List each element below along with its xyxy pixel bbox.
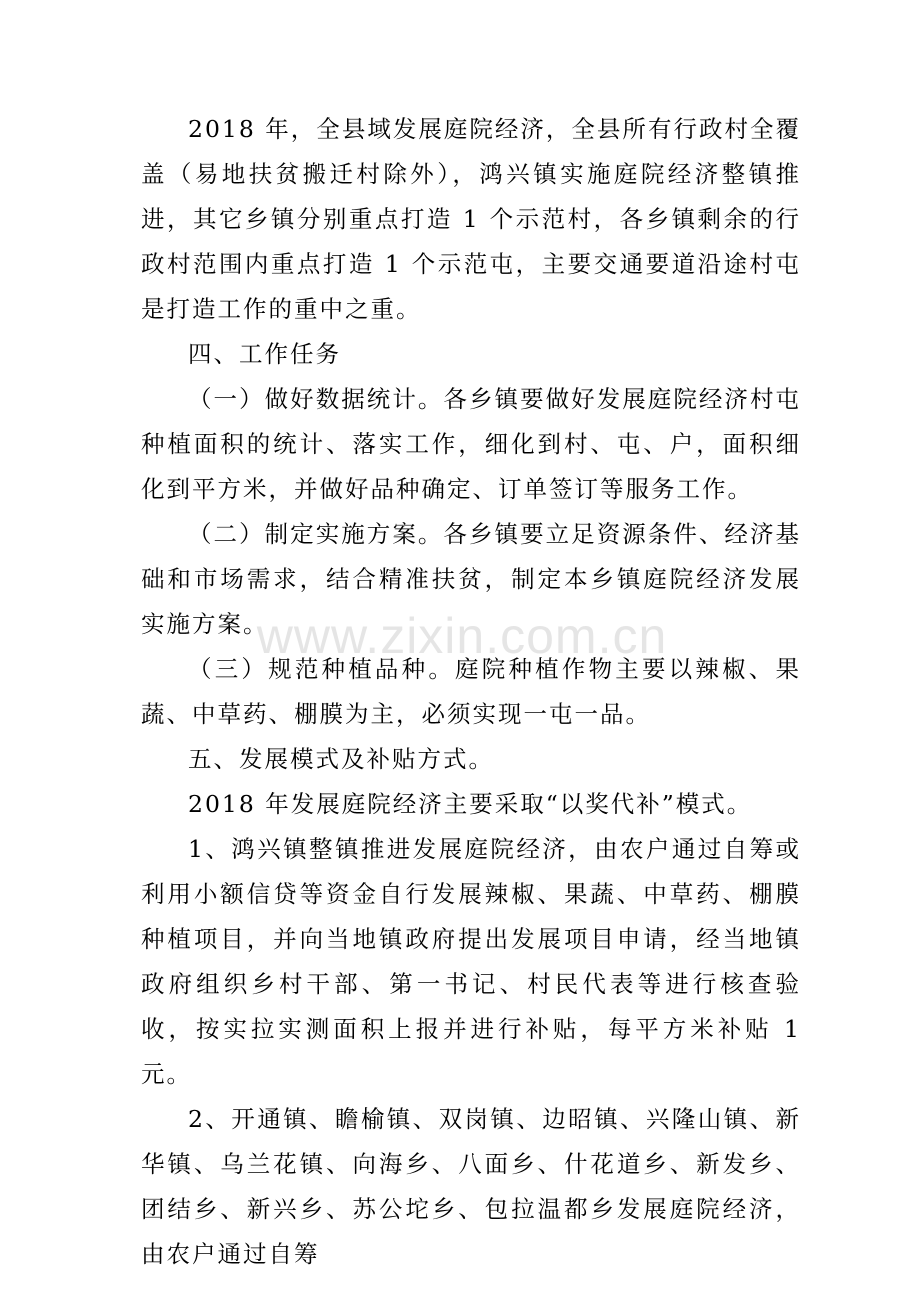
paragraph-task-plan: （二）制定实施方案。各乡镇要立足资源条件、经济基础和市场需求，结合精准扶贫，制定本乡镇庭院经济发展实施方案。 (141, 520, 801, 638)
paragraph-reward-mode: 2018 年发展庭院经济主要采取“以奖代补”模式。 (188, 790, 753, 818)
paragraph-coverage: 2018 年，全县域发展庭院经济，全县所有行政村全覆盖（易地扶贫搬迁村除外），鸿兴镇实施庭院经济整镇推进，其它乡镇分别重点打造 1 个示范村，各乡镇剩余的行政村范围内重点打造 1 个示范屯，主要交通要道沿途村屯是打造工作的重中之重。 (141, 115, 801, 323)
watermark-text: www.zixin.com.cn (256, 608, 668, 664)
heading-work-tasks: 四、工作任务 (188, 340, 341, 368)
paragraph-task-varieties: （三）规范种植品种。庭院种植作物主要以辣椒、果蔬、中草药、棚膜为主，必须实现一屯一品。 (141, 655, 801, 728)
heading-development-mode: 五、发展模式及补贴方式。 (188, 745, 494, 773)
paragraph-task-statistics: （一）做好数据统计。各乡镇要做好发展庭院经济村屯种植面积的统计、落实工作，细化到村、屯、户，面积细化到平方米，并做好品种确定、订单签订等服务工作。 (141, 385, 801, 503)
paragraph-item-2: 2、开通镇、瞻榆镇、双岗镇、边昭镇、兴隆山镇、新华镇、乌兰花镇、向海乡、八面乡、什花道乡、新发乡、团结乡、新兴乡、苏公坨乡、包拉温都乡发展庭院经济，由农户通过自筹 (141, 1105, 801, 1268)
document-body (141, 107, 801, 1277)
paragraph-item-1: 1、鸿兴镇整镇推进发展庭院经济，由农户通过自筹或利用小额信贷等资金自行发展辣椒、果蔬、中草药、棚膜种植项目，并向当地镇政府提出发展项目申请，经当地镇政府组织乡村干部、第一书记、村民代表等进行核查验收，按实拉实测面积上报并进行补贴，每平方米补贴 1 元。 (141, 835, 801, 1088)
